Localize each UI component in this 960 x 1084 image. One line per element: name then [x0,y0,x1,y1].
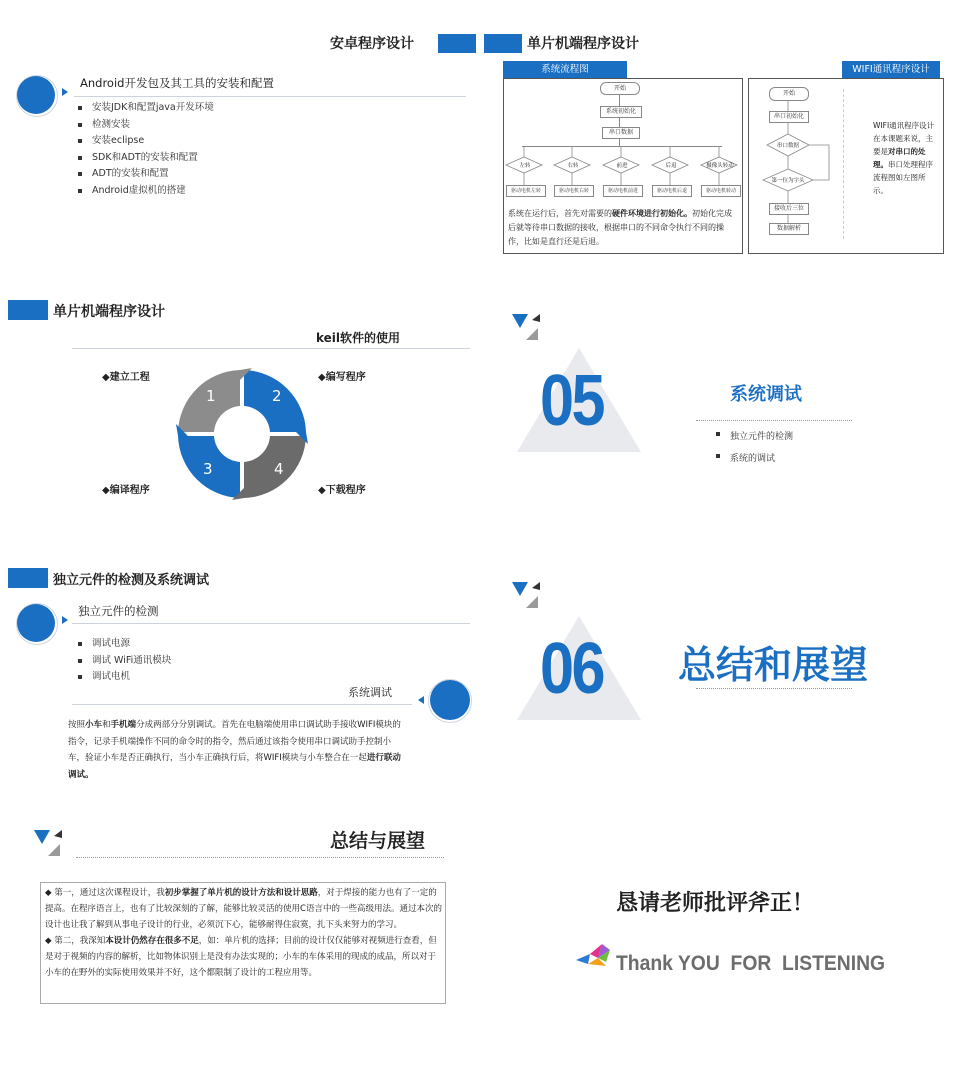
list-item: SDK和ADT的安装和配置 [78,150,214,167]
flow-action: 驱动电机右转 [554,185,594,197]
list-item: 安装eclipse [78,133,214,150]
flow-action: 驱动电机左转 [506,185,546,197]
section-number-05: 05 [540,361,603,441]
section-title-summary: 总结和展望 [678,643,869,687]
cycle-num-1: 1 [206,387,216,405]
section-arrow [62,88,68,96]
flow-init: 系统初始化 [600,106,642,118]
summary-point-1: ◆ 第一，通过这次课程设计，我初步掌握了单片机的设计方法和设计思路，对于焊接的能力也有了一定的提高。在程序语言上，也有了比较深刻的了解，能够比较灵活的使用C语言中的一些高级用法。通过本次的设计也让我了解到从事电子设计的行业，必须沉下心，能够耐得住寂寞，扎下头来努力的学习。 [45,888,442,930]
keil-subtitle: keil软件的使用 [316,331,401,345]
flow-action: 驱动电机转动 [701,185,741,197]
step-label-write: ◆编写程序 [318,372,366,383]
list-item: 独立元件的检测 [716,426,793,448]
wifi-init: 串口初始化 [769,111,809,123]
thank-you-text: Thank YOU FOR LISTENING [616,952,886,975]
list-item: Android虚拟机的搭建 [78,183,214,200]
title-bar-right [484,34,522,53]
cycle-num-2: 2 [272,387,282,405]
flow-action: 驱动电机前进 [603,185,643,197]
flow-caption: 系统在运行后，首先对需要的硬件环境进行初始化。初始化完成后就等待串口数据的接收，根据串口的不同命令执行不同的操作，比如是直行还是后退。 [508,209,732,246]
system-debug-heading: 系统调试 [348,686,392,699]
wifi-parse: 数据解析 [769,223,809,235]
wifi-recv: 接收后三位 [769,203,809,215]
list-item: 调试 WiFi通讯模块 [78,653,171,670]
section-title-debug: 系统调试 [730,384,802,405]
wifi-panel-title: WIFI通讯程序设计 [842,61,940,78]
section-dot [17,76,55,114]
wifi-first: 第一位为字头 [771,178,805,184]
flow-branch-label: 右转 [567,163,579,169]
component-list [78,636,171,686]
flow-start: 开始 [600,82,640,95]
wifi-description: WIFI通讯程序设计在本课题来说，主要是对串口的处理。串口处理程序流程图如左图所示。 [873,121,935,195]
keil-cycle-diagram [176,368,308,500]
flow-branch-label: 后退 [665,163,677,169]
step-label-compile: ◆编译程序 [102,485,150,496]
debug-list [716,426,793,470]
list-item: 调试电机 [78,669,171,686]
list-item: 安装JDK和配置java开发环境 [78,100,214,117]
slide2-title: 单片机端程序设计 [53,304,165,320]
flow-branch-label: 前进 [616,163,628,169]
android-list [78,100,214,199]
slide4-title-bar [8,568,48,588]
flow-serial: 串口数据 [602,127,640,139]
flow-panel [503,78,743,254]
closing-title: 恳请老师批评斧正！ [616,891,815,916]
section-number-06: 06 [540,629,603,709]
slide1-title-right: 单片机端程序设计 [527,36,639,52]
step-label-build: ◆建立工程 [102,372,150,383]
wifi-start: 开始 [769,87,809,101]
step-label-download: ◆下载程序 [318,485,366,496]
corner-triangles-icon [34,828,66,858]
system-debug-paragraph: 按照小车和手机端分成两部分分别调试。首先在电脑端使用串口调试助手接收WIFI模块的指令，记录手机端操作不同的命令时的指令，然后通过该指令使用串口调试助手控制小车，验证小车是否正确执行，当小车正确执行后，将WIFI模块与小车整合在一起进行联动调试。 [68,720,401,780]
cycle-num-3: 3 [203,460,213,478]
android-section-heading: Android开发包及其工具的安装和配置 [80,76,274,90]
cycle-num-4: 4 [274,460,284,478]
corner-triangles-icon [512,312,544,342]
slide6-title: 总结与展望 [330,830,426,852]
list-item: 系统的调试 [716,448,793,470]
flow-branch-label: 摄像头转动 [706,163,734,169]
wifi-data: 串口数据 [776,143,799,149]
bird-logo-icon [576,942,612,968]
flow-panel-title: 系统流程图 [503,61,627,78]
slide1-title-left: 安卓程序设计 [330,36,414,52]
summary-point-2: ◆ 第二，我深知本设计仍然存在很多不足，如：单片机的选择；目前的设计仅仅能够对视频进行查看，但是对于视频的内容的解析，比如物体识别上是没有办法实现的；小车的车体采用的现成的成品，所以对于小车的在野外的实际使用效果并不好，这个都限制了设计的工程应用等。 [45,936,437,978]
summary-box [40,882,446,1004]
flow-branch-label: 左转 [519,163,531,169]
slide4-title: 独立元件的检测及系统调试 [53,573,210,588]
section-dot [17,604,55,642]
list-item: 调试电源 [78,636,171,653]
corner-triangles-icon [512,580,544,610]
title-bar-left [438,34,476,53]
section-dot [430,680,470,720]
component-check-heading: 独立元件的检测 [78,604,159,618]
slide2-title-bar [8,300,48,320]
wifi-panel [748,78,944,254]
list-item: ADT的安装和配置 [78,166,214,183]
list-item: 检测安装 [78,117,214,134]
flow-action: 驱动电机后退 [652,185,692,197]
